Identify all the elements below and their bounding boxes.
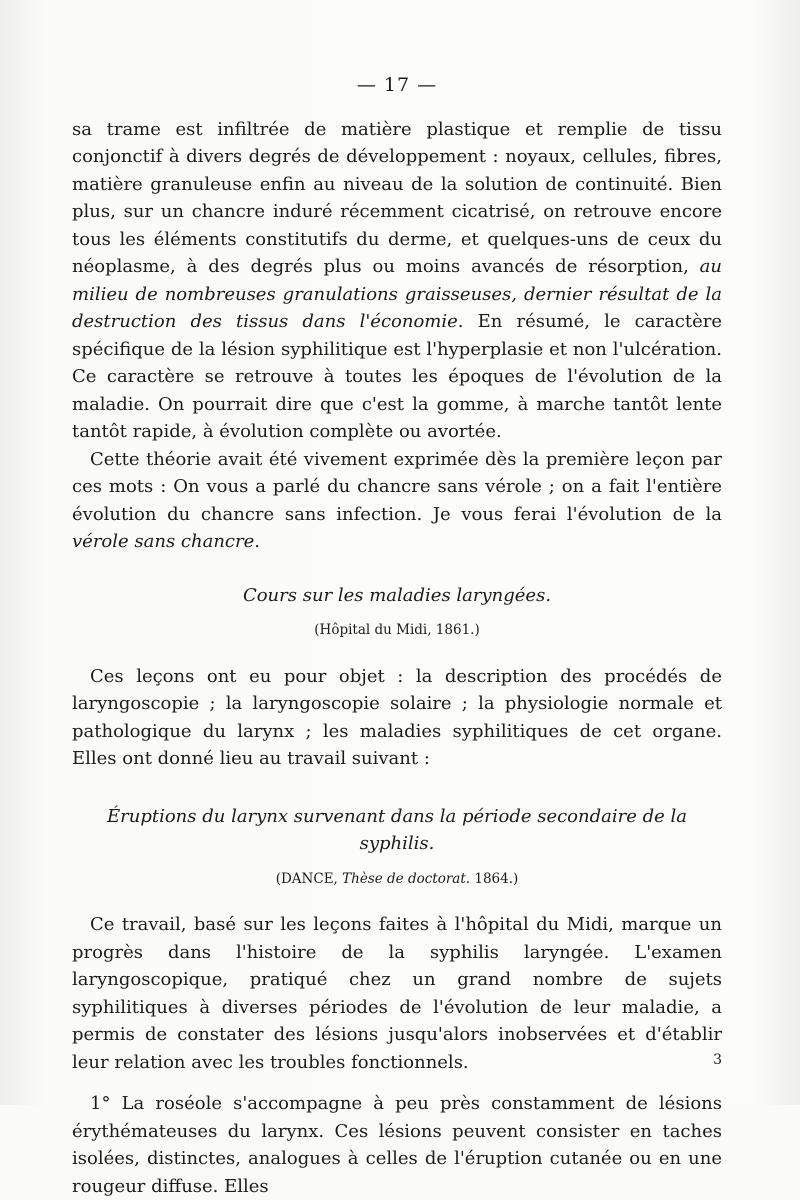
reference-2-title: Thèse de doctorat xyxy=(342,870,466,887)
paragraph-1-text-a: sa trame est infiltrée de matière plastique et remplie de tissu conjonctif à divers degrés de développement : noyaux, cellules, fibres, matière granuleuse enfin au niveau de la solution de continuité. Bien plus, sur un chancre induré récemment cicatrisé, on retrouve encore tous les éléments constitutifs du derme, et quelques-uns de ceux du néoplasme, à des degrés plus ou moins avancés de résorption, xyxy=(72,118,722,277)
reference-2-year: . 1864.) xyxy=(465,870,519,887)
paragraph-2-italic: vérole sans chancre xyxy=(72,531,255,552)
paragraph-1-italic: au milieu de nombreuses granulations graisseuses, dernier résultat de la destruction des tissus dans l'économie xyxy=(72,256,722,332)
section-reference-1: (Hôpital du Midi, 1861.) xyxy=(314,622,480,638)
paragraph-1-text-c: . En résumé, le caractère spécifique de la lésion syphilitique est l'hyperplasie et non l'ulcération. Ce caractère se retrouve à toutes les époques de l'évolution de la maladie. On pourrait dire que c'est la gomme, à marche tantôt lente tantôt rapide, à évolution complète ou avortée. xyxy=(72,311,722,442)
page-content xyxy=(72,72,722,1200)
section-reference-2 xyxy=(72,866,722,894)
paragraph-3: Ces leçons ont eu pour objet : la description des procédés de laryngoscopie ; la laryngoscopie solaire ; la physiologie normale et pathologique du larynx ; les maladies syphilitiques de cet organe. Elles ont donné lieu au travail suivant : xyxy=(72,665,722,769)
section-heading-1: Cours sur les maladies laryngées. xyxy=(242,584,552,606)
paragraph-1 xyxy=(72,116,722,446)
paragraph-5: 1° La roséole s'accompagne à peu près constamment de lésions érythémateuses du larynx. Ces lésions peuvent consister en taches isolées, distinctes, analogues à celles de l'éruption cutanée ou en une rougeur diffuse. Elles xyxy=(72,1093,722,1197)
paragraph-2-text-a: Cette théorie avait été vivement exprimée dès la première leçon par ces mots : On vous a parlé du chancre sans vérole ; on a fait l'entière évolution du chancre sans infection. Je vous ferai l'évolution de la xyxy=(72,448,722,525)
paragraph-2-text-c: . xyxy=(254,531,260,552)
page-number: — 17 — xyxy=(356,74,438,96)
signature-mark: 3 xyxy=(713,1052,722,1068)
paragraph-2 xyxy=(72,446,722,556)
section-heading-2: Éruptions du larynx survenant dans la période secondaire de la syphilis. xyxy=(107,805,687,854)
reference-2-author: (DANCE, xyxy=(275,870,343,887)
paragraph-4: Ce travail, basé sur les leçons faites à l'hôpital du Midi, marque un progrès dans l'histoire de la syphilis laryngée. L'examen laryngoscopique, pratiqué chez un grand nombre de sujets syphilitiques à diverses périodes de l'évolution de leur maladie, a permis de constater des lésions jusqu'alors inobservées et d'établir leur relation avec les troubles fonctionnels. xyxy=(72,914,722,1073)
paragraph-gap xyxy=(72,1076,722,1090)
